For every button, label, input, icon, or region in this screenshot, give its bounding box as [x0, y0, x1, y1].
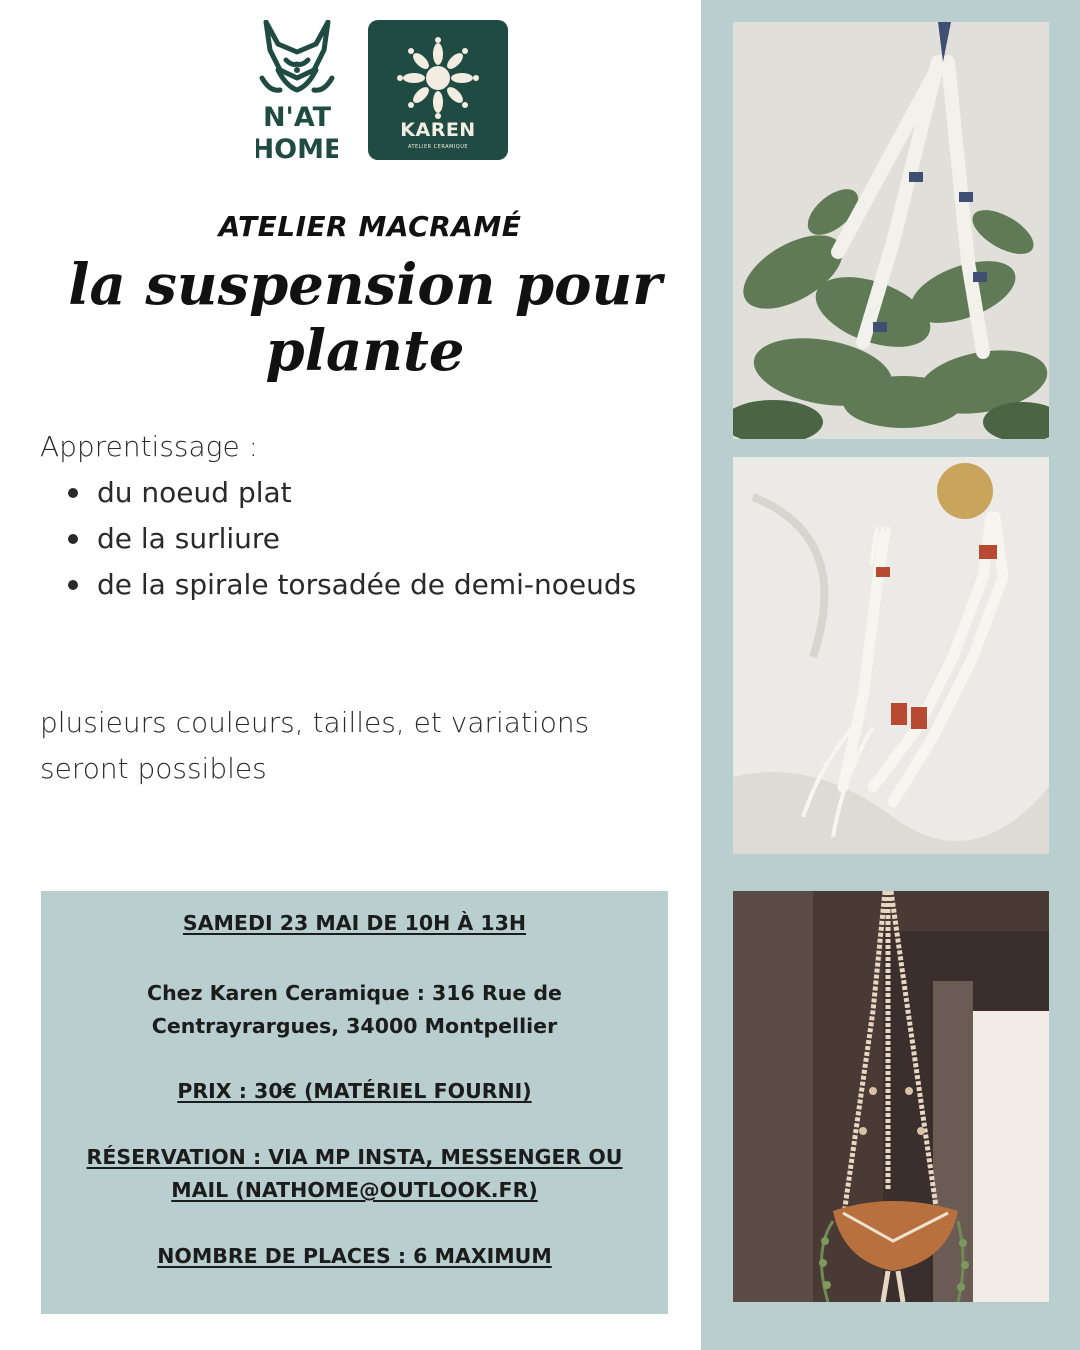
- learning-list: [40, 470, 668, 608]
- bullet-dot-icon: [68, 534, 78, 544]
- list-item-text: de la surliure: [97, 522, 281, 555]
- nat-home-logo: [256, 20, 338, 162]
- list-item-text: de la spirale torsadée de demi-noeuds: [97, 568, 637, 601]
- bullet-dot-icon: [68, 580, 78, 590]
- karen-ceramique-logo: [368, 20, 508, 160]
- list-item: [40, 562, 668, 608]
- date-line: SAMEDI 23 MAI DE 10H À 13H: [182, 911, 527, 935]
- price-line: PRIX : 30€ (MATÉRIEL FOURNI): [177, 1079, 532, 1103]
- workshop-eyebrow: ATELIER MACRAMÉ: [218, 210, 522, 243]
- nat-line-1: N'AT: [262, 102, 332, 133]
- variations-text: plusieurs couleurs, tailles, et variations seront possibles: [40, 706, 590, 785]
- photo-illustration: [733, 22, 1049, 439]
- bullet-dot-icon: [68, 488, 78, 498]
- lynx-head-icon: [256, 20, 338, 162]
- workshop-title: la suspension pour plante: [68, 252, 662, 384]
- info-box: [41, 891, 668, 1314]
- karen-subtitle: ATELIER CERAMIQUE: [407, 144, 469, 150]
- photo-illustration: [733, 457, 1049, 854]
- list-item: [40, 516, 668, 562]
- reservation-line: RÉSERVATION : VIA MP INSTA, MESSENGER OU MAIL (NATHOME@OUTLOOK.FR): [86, 1145, 623, 1202]
- list-item-text: du noeud plat: [97, 476, 292, 509]
- photo-plant-hanger-succulent: [733, 22, 1049, 439]
- places-line: NOMBRE DE PLACES : 6 MAXIMUM: [157, 1244, 552, 1268]
- learning-heading: Apprentissage :: [40, 430, 259, 463]
- address-line: Chez Karen Ceramique : 316 Rue de Centrayrargues, 34000 Montpellier: [147, 981, 562, 1038]
- photo-illustration: [733, 891, 1049, 1302]
- nat-line-2: HOME: [256, 134, 338, 162]
- karen-wordmark: KAREN: [400, 119, 476, 141]
- list-item: [40, 470, 668, 516]
- photo-hanger-terracotta-window: [733, 891, 1049, 1302]
- photo-hanger-red-accents: [733, 457, 1049, 854]
